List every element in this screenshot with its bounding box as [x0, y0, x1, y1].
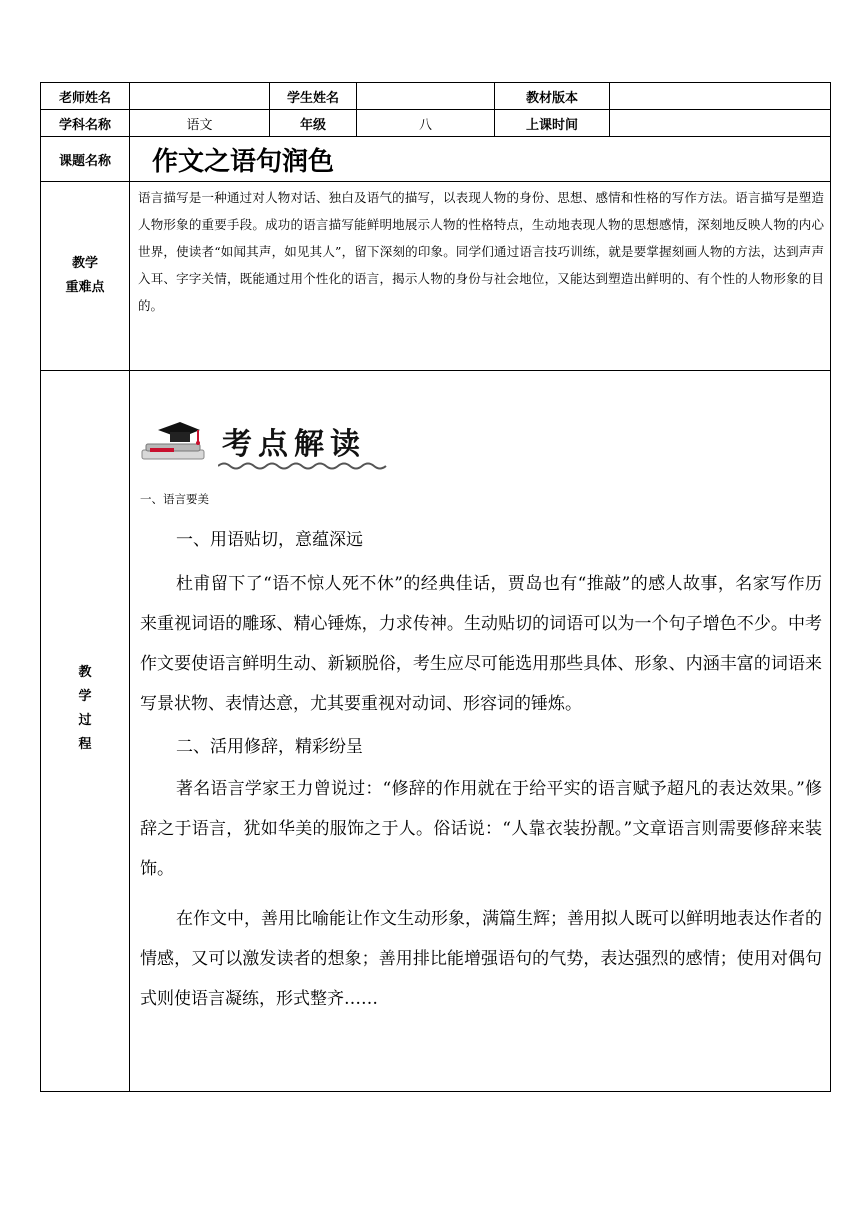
topic-label: 课题名称 [41, 137, 130, 182]
process-label-char: 过 [78, 713, 92, 728]
process-row [41, 371, 831, 1092]
teacher-name-label: 老师姓名 [41, 83, 130, 110]
subject-value[interactable]: 语文 [130, 110, 270, 137]
process-label-char: 学 [78, 689, 92, 704]
difficulty-label-line2: 重难点 [65, 280, 105, 295]
paragraph-1: 杜甫留下了“语不惊人死不休”的经典佳话，贾岛也有“推敲”的感人故事，名家写作历来重视词语的雕琢、精心锤炼，力求传神。生动贴切的词语可以为一个句子增色不少。中考作文要使语言鲜明生动、新颖脱俗，考生应尽可能选用那些具体、形象、内涵丰富的词语来写景状物、表情达意，尤其要重视对动词、形容词的锤炼。 [140, 574, 822, 714]
class-time-label: 上课时间 [495, 110, 610, 137]
subheading-2: 二、活用修辞，精彩纷呈 [176, 737, 363, 757]
topic-row [41, 137, 831, 182]
banner-title-text: 考点解读 [222, 427, 366, 462]
graduation-cap-icon [140, 416, 206, 466]
process-label-char: 程 [78, 737, 92, 752]
header-row-2 [41, 110, 831, 137]
section-banner [140, 413, 822, 469]
process-content [130, 371, 831, 1092]
topic-title: 作文之语句润色 [130, 137, 831, 182]
student-name-label: 学生姓名 [270, 83, 357, 110]
wave-underline-icon [218, 461, 390, 471]
textbook-version-label: 教材版本 [495, 83, 610, 110]
difficulty-label [41, 182, 130, 371]
subject-label: 学科名称 [41, 110, 130, 137]
difficulty-row [41, 182, 831, 371]
lesson-plan-sheet [40, 82, 830, 1092]
textbook-version-field[interactable] [610, 83, 831, 110]
banner-title [222, 419, 366, 463]
teacher-name-field[interactable] [130, 83, 270, 110]
difficulty-label-line1: 教学 [71, 256, 98, 271]
process-label [41, 371, 130, 1092]
student-name-field[interactable] [357, 83, 495, 110]
grade-value[interactable]: 八 [357, 110, 495, 137]
paragraph-2: 著名语言学家王力曾说过：“修辞的作用就在于给平实的语言赋予超凡的表达效果。”修辞之于语言，犹如华美的服饰之于人。俗话说：“人靠衣装扮靓。”文章语言则需要修辞来装饰。 [140, 779, 822, 879]
difficulty-text: 语言描写是一种通过对人物对话、独白及语气的描写，以表现人物的身份、思想、感情和性格的写作方法。语言描写是塑造人物形象的重要手段。成功的语言描写能鲜明地展示人物的性格特点，生动地表现人物的思想感情，深刻地反映人物的内心世界，使读者“如闻其声，如见其人”，留下深刻的印象。同学们通过语言技巧训练，就是要掌握刻画人物的方法，达到声声入耳、字字关情，既能通过用个性化的语言，揭示人物的身份与社会地位，又能达到塑造出鲜明的、有个性的人物形象的目的。 [130, 182, 831, 371]
process-label-char: 教 [78, 665, 92, 680]
grade-label: 年级 [270, 110, 357, 137]
subheading-1: 一、用语贴切，意蕴深远 [176, 530, 363, 550]
paragraph-3: 在作文中，善用比喻能让作文生动形象，满篇生辉；善用拟人既可以鲜明地表达作者的情感，又可以激发读者的想象；善用排比能增强语句的气势，表达强烈的感情；使用对偶句式则使语言凝练，形式整齐…… [140, 909, 822, 1009]
lesson-plan-table [40, 82, 831, 1092]
header-row-1 [41, 83, 831, 110]
class-time-field[interactable] [610, 110, 831, 137]
section-heading-small: 一、语言要美 [140, 492, 209, 506]
